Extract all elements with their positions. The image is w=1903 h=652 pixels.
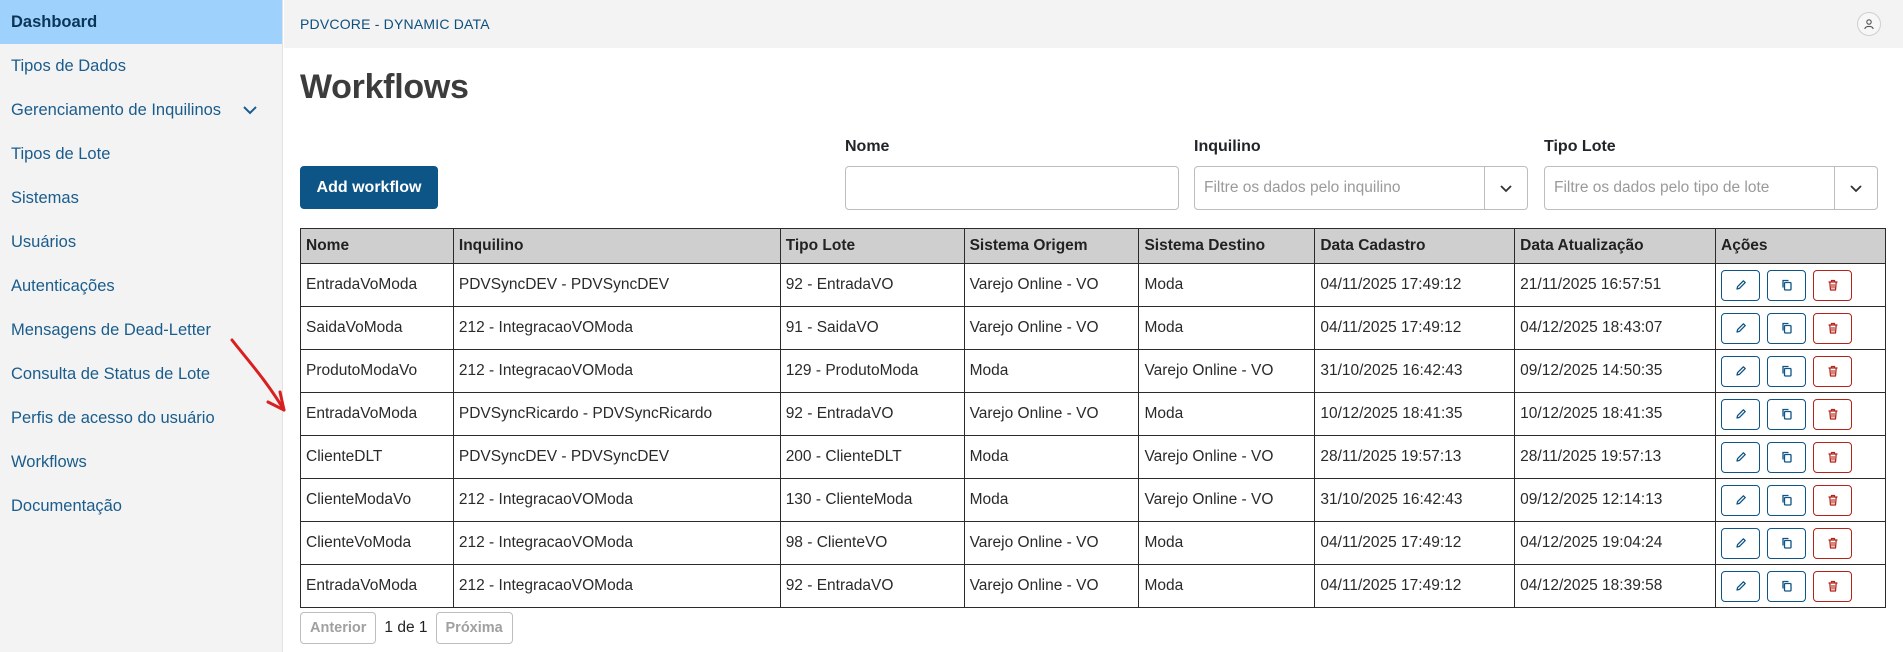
table-cell: PDVSyncDEV - PDVSyncDEV (453, 436, 780, 479)
sidebar-item-dashboard[interactable] (0, 0, 282, 44)
column-header[interactable]: Sistema Origem (964, 229, 1139, 264)
table-cell: 212 - IntegracaoVOModa (453, 479, 780, 522)
table-cell: 04/11/2025 17:49:12 (1315, 565, 1515, 608)
edit-icon (1734, 321, 1748, 335)
table-cell: 98 - ClienteVO (780, 522, 964, 565)
table-cell: 92 - EntradaVO (780, 565, 964, 608)
delete-button[interactable] (1813, 528, 1852, 559)
table-cell: 92 - EntradaVO (780, 393, 964, 436)
column-header[interactable]: Nome (301, 229, 454, 264)
sidebar-item-label: Autenticações (11, 276, 115, 295)
delete-button[interactable] (1813, 571, 1852, 602)
main-content (284, 0, 1903, 652)
row-actions (1716, 479, 1886, 522)
page-title: Workflows (300, 68, 469, 106)
table-cell: Varejo Online - VO (1139, 479, 1315, 522)
table-cell: Moda (1139, 307, 1315, 350)
tipo-lote-placeholder: Filtre os dados pelo tipo de lote (1554, 179, 1770, 196)
sidebar-item-usuarios[interactable] (0, 220, 282, 264)
edit-icon (1734, 407, 1748, 421)
column-header[interactable]: Data Cadastro (1315, 229, 1515, 264)
delete-button[interactable] (1813, 313, 1852, 344)
table-row[interactable] (301, 479, 1886, 522)
sidebar-item-label: Documentação (11, 496, 122, 515)
edit-icon (1734, 278, 1748, 292)
edit-button[interactable] (1721, 571, 1760, 602)
sidebar-item-label: Mensagens de Dead-Letter (11, 320, 211, 339)
table-cell: 04/11/2025 17:49:12 (1315, 264, 1515, 307)
sidebar-item-documentacao[interactable] (0, 484, 282, 528)
copy-button[interactable] (1767, 571, 1806, 602)
copy-icon (1780, 364, 1794, 378)
table-cell: Moda (1139, 264, 1315, 307)
edit-button[interactable] (1721, 528, 1760, 559)
table-cell: Varejo Online - VO (964, 565, 1139, 608)
sidebar-item-label: Consulta de Status de Lote (11, 364, 211, 383)
copy-icon (1780, 407, 1794, 421)
sidebar-item-sistemas[interactable] (0, 176, 282, 220)
table-body (301, 264, 1886, 608)
table-row[interactable] (301, 436, 1886, 479)
table-cell: 04/12/2025 18:39:58 (1515, 565, 1716, 608)
table-row[interactable] (301, 350, 1886, 393)
table-cell: Varejo Online - VO (964, 393, 1139, 436)
table-cell: 09/12/2025 12:14:13 (1515, 479, 1716, 522)
sidebar-item-tipos-de-dados[interactable] (0, 44, 282, 88)
sidebar-item-consulta-status-lote[interactable] (0, 352, 282, 396)
column-header[interactable]: Inquilino (453, 229, 780, 264)
copy-button[interactable] (1767, 356, 1806, 387)
copy-button[interactable] (1767, 399, 1806, 430)
edit-button[interactable] (1721, 442, 1760, 473)
row-actions (1716, 350, 1886, 393)
table-row[interactable] (301, 264, 1886, 307)
brand-title: PDVCORE - DYNAMIC DATA (300, 16, 490, 32)
table-cell: EntradaVoModa (301, 264, 454, 307)
table-cell: 21/11/2025 16:57:51 (1515, 264, 1716, 307)
trash-icon (1826, 364, 1840, 378)
row-actions (1716, 436, 1886, 479)
inquilino-dropdown-toggle[interactable] (1484, 167, 1527, 209)
page-info: 1 de 1 (384, 619, 428, 636)
nome-input[interactable] (845, 166, 1179, 210)
column-header: Ações (1716, 229, 1886, 264)
edit-icon (1734, 364, 1748, 378)
chevron-down-icon[interactable] (240, 100, 260, 120)
trash-icon (1826, 450, 1840, 464)
table-cell: 10/12/2025 18:41:35 (1315, 393, 1515, 436)
copy-icon (1780, 321, 1794, 335)
trash-icon (1826, 321, 1840, 335)
table-cell: Moda (1139, 565, 1315, 608)
previous-page-button[interactable]: Anterior (300, 612, 376, 644)
edit-button[interactable] (1721, 313, 1760, 344)
edit-button[interactable] (1721, 356, 1760, 387)
table-cell: Varejo Online - VO (964, 307, 1139, 350)
copy-icon (1780, 278, 1794, 292)
table-cell: ClienteDLT (301, 436, 454, 479)
copy-button[interactable] (1767, 528, 1806, 559)
table-cell: 129 - ProdutoModa (780, 350, 964, 393)
trash-icon (1826, 493, 1840, 507)
table-cell: 212 - IntegracaoVOModa (453, 350, 780, 393)
copy-button[interactable] (1767, 313, 1806, 344)
sidebar-item-label: Gerenciamento de Inquilinos (11, 100, 222, 119)
workflows-table (300, 228, 1886, 608)
copy-icon (1780, 536, 1794, 550)
sidebar-item-gerenciamento-de-inquilinos[interactable] (0, 88, 282, 132)
table-cell: 10/12/2025 18:41:35 (1515, 393, 1716, 436)
user-icon (1863, 18, 1875, 30)
sidebar-item-perfis-de-acesso[interactable] (0, 396, 282, 440)
column-header[interactable]: Data Atualização (1515, 229, 1716, 264)
table-cell: EntradaVoModa (301, 393, 454, 436)
table-cell: 28/11/2025 19:57:13 (1515, 436, 1716, 479)
trash-icon (1826, 278, 1840, 292)
tipo-lote-dropdown-toggle[interactable] (1834, 167, 1877, 209)
copy-button[interactable] (1767, 485, 1806, 516)
filter-nome (845, 138, 1179, 210)
delete-button[interactable] (1813, 399, 1852, 430)
table-row[interactable] (301, 307, 1886, 350)
table-row[interactable] (301, 522, 1886, 565)
filter-tipo-lote-label: Tipo Lote (1544, 138, 1616, 155)
table-row[interactable] (301, 393, 1886, 436)
edit-icon (1734, 536, 1748, 550)
edit-button[interactable] (1721, 399, 1760, 430)
table-cell: 04/12/2025 19:04:24 (1515, 522, 1716, 565)
table-cell: 212 - IntegracaoVOModa (453, 307, 780, 350)
pagination (300, 612, 513, 644)
copy-button[interactable] (1767, 442, 1806, 473)
table-cell: SaidaVoModa (301, 307, 454, 350)
table-cell: ClienteVoModa (301, 522, 454, 565)
sidebar-item-label: Tipos de Dados (11, 56, 126, 75)
edit-button[interactable] (1721, 485, 1760, 516)
table-cell: Moda (964, 436, 1139, 479)
trash-icon (1826, 579, 1840, 593)
copy-icon (1780, 450, 1794, 464)
sidebar-item-label: Workflows (11, 452, 87, 471)
table-cell: PDVSyncDEV - PDVSyncDEV (453, 264, 780, 307)
chevron-down-icon (1848, 180, 1864, 196)
add-workflow-button[interactable]: Add workflow (300, 166, 438, 209)
table-cell: 04/11/2025 17:49:12 (1315, 522, 1515, 565)
table-cell: Moda (1139, 393, 1315, 436)
user-menu-button[interactable] (1857, 12, 1881, 36)
row-actions (1716, 264, 1886, 307)
edit-button[interactable] (1721, 270, 1760, 301)
copy-icon (1780, 579, 1794, 593)
row-actions (1716, 393, 1886, 436)
sidebar (0, 0, 283, 652)
sidebar-item-label: Tipos de Lote (11, 144, 111, 163)
table-cell: Varejo Online - VO (964, 522, 1139, 565)
trash-icon (1826, 407, 1840, 421)
delete-button[interactable] (1813, 356, 1852, 387)
sidebar-item-workflows[interactable] (0, 440, 282, 484)
chevron-down-icon (1498, 180, 1514, 196)
table-cell: EntradaVoModa (301, 565, 454, 608)
table-cell: 130 - ClienteModa (780, 479, 964, 522)
sidebar-item-label: Perfis de acesso do usuário (11, 408, 215, 427)
table-header-row (301, 229, 1886, 264)
delete-button[interactable] (1813, 270, 1852, 301)
sidebar-item-tipos-de-lote[interactable] (0, 132, 282, 176)
table-cell: 92 - EntradaVO (780, 264, 964, 307)
table-cell: Varejo Online - VO (964, 264, 1139, 307)
table-cell: Moda (964, 479, 1139, 522)
top-bar (284, 0, 1903, 48)
inquilino-select[interactable] (1194, 166, 1528, 210)
table-cell: Moda (1139, 522, 1315, 565)
table-cell: 212 - IntegracaoVOModa (453, 522, 780, 565)
filter-inquilino-label: Inquilino (1194, 138, 1261, 155)
trash-icon (1826, 536, 1840, 550)
table-cell: 200 - ClienteDLT (780, 436, 964, 479)
filter-inquilino (1194, 138, 1528, 210)
table-cell: 04/11/2025 17:49:12 (1315, 307, 1515, 350)
delete-button[interactable] (1813, 442, 1852, 473)
delete-button[interactable] (1813, 485, 1852, 516)
copy-icon (1780, 493, 1794, 507)
table-cell: ClienteModaVo (301, 479, 454, 522)
filter-tipo-lote (1544, 138, 1878, 210)
table-cell: ProdutoModaVo (301, 350, 454, 393)
column-header[interactable]: Sistema Destino (1139, 229, 1315, 264)
sidebar-item-mensagens-dead-letter[interactable] (0, 308, 282, 352)
edit-icon (1734, 493, 1748, 507)
edit-icon (1734, 450, 1748, 464)
row-actions (1716, 522, 1886, 565)
row-actions (1716, 307, 1886, 350)
tipo-lote-select[interactable] (1544, 166, 1878, 210)
table-cell: 212 - IntegracaoVOModa (453, 565, 780, 608)
table-cell: Varejo Online - VO (1139, 350, 1315, 393)
column-header[interactable]: Tipo Lote (780, 229, 964, 264)
table-cell: 28/11/2025 19:57:13 (1315, 436, 1515, 479)
table-cell: Varejo Online - VO (1139, 436, 1315, 479)
inquilino-placeholder: Filtre os dados pelo inquilino (1204, 179, 1401, 196)
table-cell: 31/10/2025 16:42:43 (1315, 350, 1515, 393)
copy-button[interactable] (1767, 270, 1806, 301)
filter-nome-label: Nome (845, 138, 890, 155)
sidebar-item-label: Usuários (11, 232, 77, 251)
table-cell: PDVSyncRicardo - PDVSyncRicardo (453, 393, 780, 436)
next-page-button[interactable]: Próxima (436, 612, 513, 644)
row-actions (1716, 565, 1886, 608)
edit-icon (1734, 579, 1748, 593)
sidebar-item-label: Dashboard (11, 12, 98, 31)
sidebar-item-autenticacoes[interactable] (0, 264, 282, 308)
table-cell: 31/10/2025 16:42:43 (1315, 479, 1515, 522)
table-cell: 91 - SaidaVO (780, 307, 964, 350)
table-cell: Moda (964, 350, 1139, 393)
table-cell: 04/12/2025 18:43:07 (1515, 307, 1716, 350)
table-row[interactable] (301, 565, 1886, 608)
table-cell: 09/12/2025 14:50:35 (1515, 350, 1716, 393)
sidebar-item-label: Sistemas (11, 188, 79, 207)
